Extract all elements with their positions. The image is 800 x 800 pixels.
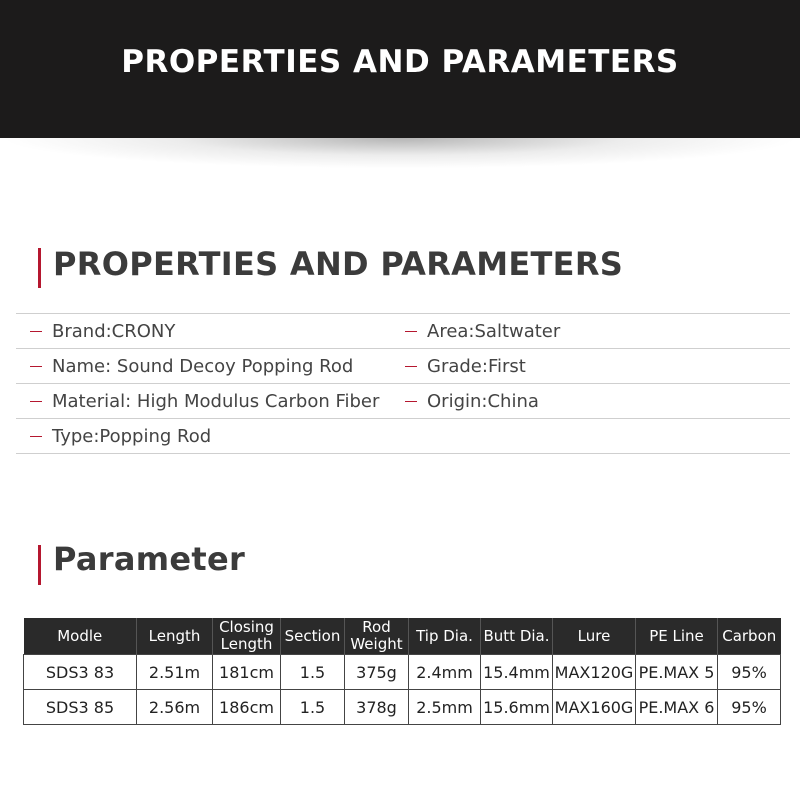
banner-shadow xyxy=(0,138,800,176)
dash-icon xyxy=(30,366,42,367)
table-cell: PE.MAX 5 xyxy=(636,655,718,690)
header-section: Section xyxy=(281,618,345,655)
table-cell: 375g xyxy=(345,655,409,690)
table-cell: 2.4mm xyxy=(409,655,481,690)
table-cell: 378g xyxy=(345,690,409,725)
property-row xyxy=(16,349,790,384)
property-row xyxy=(16,419,790,454)
banner-title: PROPERTIES AND PARAMETERS xyxy=(121,44,679,80)
dash-icon xyxy=(30,401,42,402)
parameter-section-title xyxy=(38,533,245,585)
dash-icon xyxy=(405,366,417,367)
dash-icon xyxy=(405,401,417,402)
table-cell: 186cm xyxy=(213,690,281,725)
table-cell: MAX160G xyxy=(553,690,636,725)
dash-icon xyxy=(405,331,417,332)
table-cell: 2.51m xyxy=(137,655,213,690)
dash-icon xyxy=(30,436,42,437)
table-cell: 1.5 xyxy=(281,690,345,725)
table-cell: 15.6mm xyxy=(481,690,553,725)
header-butt-dia: Butt Dia. xyxy=(481,618,553,655)
header-carbon: Carbon xyxy=(718,618,781,655)
parameter-heading: Parameter xyxy=(53,540,246,578)
property-area: Area:Saltwater xyxy=(405,314,560,348)
accent-bar xyxy=(38,248,41,288)
parameter-table xyxy=(23,618,781,725)
header-model: Modle xyxy=(24,618,137,655)
table-header-row xyxy=(24,618,781,655)
table-cell: 2.5mm xyxy=(409,690,481,725)
header-closing-length: Closing Length xyxy=(213,618,281,655)
table-cell: 1.5 xyxy=(281,655,345,690)
table-cell: PE.MAX 6 xyxy=(636,690,718,725)
table-row xyxy=(24,655,781,690)
properties-heading: PROPERTIES AND PARAMETERS xyxy=(53,245,624,283)
table-cell: SDS3 83 xyxy=(24,655,137,690)
table-cell: SDS3 85 xyxy=(24,690,137,725)
property-name: Name: Sound Decoy Popping Rod xyxy=(30,349,353,383)
property-type: Type:Popping Rod xyxy=(30,419,211,453)
header-pe-line: PE Line xyxy=(636,618,718,655)
properties-section-title xyxy=(38,240,623,288)
header-length: Length xyxy=(137,618,213,655)
properties-list xyxy=(16,313,790,454)
header-banner xyxy=(0,0,800,138)
header-rod-weight: Rod Weight xyxy=(345,618,409,655)
property-row xyxy=(16,384,790,419)
property-row xyxy=(16,313,790,349)
table-cell: 95% xyxy=(718,655,781,690)
property-brand: Brand:CRONY xyxy=(30,314,175,348)
table-cell: 15.4mm xyxy=(481,655,553,690)
accent-bar xyxy=(38,545,41,585)
header-lure: Lure xyxy=(553,618,636,655)
header-tip-dia: Tip Dia. xyxy=(409,618,481,655)
property-origin: Origin:China xyxy=(405,384,539,418)
table-cell: 181cm xyxy=(213,655,281,690)
table-cell: 95% xyxy=(718,690,781,725)
property-material: Material: High Modulus Carbon Fiber xyxy=(30,384,379,418)
table-cell: 2.56m xyxy=(137,690,213,725)
dash-icon xyxy=(30,331,42,332)
table-cell: MAX120G xyxy=(553,655,636,690)
property-grade: Grade:First xyxy=(405,349,526,383)
table-row xyxy=(24,690,781,725)
